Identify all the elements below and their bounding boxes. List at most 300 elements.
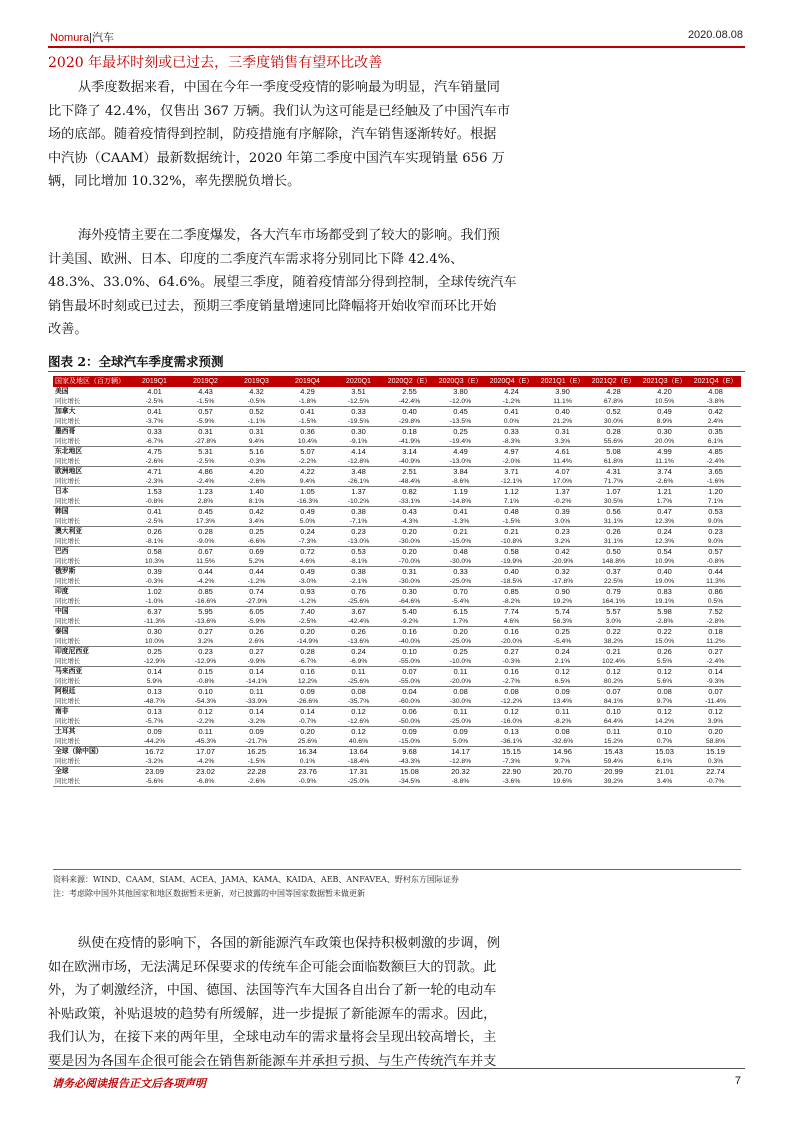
sales-value: 0.30 bbox=[351, 427, 366, 436]
sales-value: 0.85 bbox=[504, 587, 519, 596]
sales-value: 0.39 bbox=[147, 567, 162, 576]
sales-value: 16.72 bbox=[145, 747, 164, 756]
sales-value: 0.10 bbox=[606, 707, 621, 716]
table-row bbox=[53, 507, 741, 517]
yoy-value: 55.6% bbox=[588, 437, 639, 447]
sales-value: 4.61 bbox=[555, 447, 570, 456]
sales-value: 0.12 bbox=[351, 727, 366, 736]
sales-value: 0.28 bbox=[606, 427, 621, 436]
column-header-quarter: 2020Q3（E） bbox=[435, 376, 486, 387]
yoy-value: -3.2% bbox=[129, 757, 180, 767]
yoy-value: -44.2% bbox=[129, 737, 180, 747]
sales-value: 0.48 bbox=[504, 507, 519, 516]
sales-value: 4.01 bbox=[147, 387, 162, 396]
sales-value: 0.67 bbox=[198, 547, 213, 556]
table-row-yoy bbox=[53, 417, 741, 427]
yoy-value: 12.2% bbox=[282, 677, 333, 687]
sales-value: 0.10 bbox=[657, 727, 672, 736]
sales-value: 4.22 bbox=[300, 467, 315, 476]
column-header-quarter: 2020Q4（E） bbox=[486, 376, 537, 387]
sales-value: 23.02 bbox=[196, 767, 215, 776]
table-row-yoy bbox=[53, 717, 741, 727]
yoy-value: -25.0% bbox=[435, 637, 486, 647]
yoy-value: -60.0% bbox=[384, 697, 435, 707]
table-row bbox=[53, 567, 741, 577]
yoy-value: -33.1% bbox=[384, 497, 435, 507]
yoy-value: 9.0% bbox=[690, 517, 741, 527]
yoy-value: 11.3% bbox=[690, 577, 741, 587]
table-row bbox=[53, 527, 741, 537]
table-header-row bbox=[53, 376, 741, 387]
sales-value: 4.07 bbox=[555, 467, 570, 476]
sales-value: 4.85 bbox=[708, 447, 723, 456]
sales-value: 0.25 bbox=[555, 627, 570, 636]
yoy-value: -1.5% bbox=[180, 397, 231, 407]
table-row-yoy bbox=[53, 657, 741, 667]
figure-title: 图表 2：全球汽车季度需求预测 bbox=[48, 354, 224, 369]
yoy-value: 39.2% bbox=[588, 777, 639, 787]
sales-value: 1.02 bbox=[147, 587, 162, 596]
yoy-value: -0.7% bbox=[690, 777, 741, 787]
yoy-value: -25.6% bbox=[333, 597, 384, 607]
yoy-value: -6.8% bbox=[180, 777, 231, 787]
yoy-label: 同比增长 bbox=[53, 677, 129, 687]
region-name: 美国 bbox=[55, 387, 69, 395]
yoy-value: 59.4% bbox=[588, 757, 639, 767]
yoy-value: 3.3% bbox=[537, 437, 588, 447]
yoy-value: 31.1% bbox=[588, 537, 639, 547]
yoy-value: -8.3% bbox=[486, 437, 537, 447]
yoy-value: -30.0% bbox=[384, 577, 435, 587]
table-row-yoy bbox=[53, 617, 741, 627]
sales-value: 5.31 bbox=[198, 447, 213, 456]
yoy-value: -20.0% bbox=[486, 637, 537, 647]
sales-value: 16.34 bbox=[298, 747, 317, 756]
yoy-value: -1.5% bbox=[231, 757, 282, 767]
sales-value: 3.80 bbox=[453, 387, 468, 396]
table-row bbox=[53, 407, 741, 417]
paragraph-line: 从季度数据来看，中国在今年一季度受疫情的影响最为明显，汽车销量同 bbox=[78, 80, 500, 95]
sales-value: 0.14 bbox=[249, 667, 264, 676]
region-name: 澳大利亚 bbox=[55, 527, 83, 535]
sales-value: 5.57 bbox=[606, 607, 621, 616]
sales-value: 22.90 bbox=[502, 767, 521, 776]
table-row-yoy bbox=[53, 537, 741, 547]
yoy-value: -8.8% bbox=[435, 777, 486, 787]
table-row-yoy bbox=[53, 517, 741, 527]
sales-value: 0.09 bbox=[147, 727, 162, 736]
sales-value: 5.98 bbox=[657, 607, 672, 616]
region-name: 东北地区 bbox=[55, 447, 83, 455]
sales-value: 0.33 bbox=[504, 427, 519, 436]
sales-value: 15.03 bbox=[655, 747, 674, 756]
yoy-value: 5.6% bbox=[639, 677, 690, 687]
sales-value: 0.57 bbox=[198, 407, 213, 416]
footer-disclaimer: 请务必阅读报告正文后各项声明 bbox=[52, 1077, 206, 1090]
yoy-label: 同比增长 bbox=[53, 477, 129, 487]
sales-value: 0.25 bbox=[453, 427, 468, 436]
sales-value: 0.41 bbox=[453, 507, 468, 516]
sales-value: 0.06 bbox=[402, 707, 417, 716]
yoy-value: -6.6% bbox=[231, 537, 282, 547]
sales-value: 1.12 bbox=[504, 487, 519, 496]
yoy-value: -33.9% bbox=[231, 697, 282, 707]
sales-value: 0.14 bbox=[147, 667, 162, 676]
yoy-value: 20.0% bbox=[639, 437, 690, 447]
sales-value: 0.08 bbox=[453, 687, 468, 696]
paragraph-line: 计美国、欧洲、日本、印度的二季度汽车需求将分别同比下降 42.4%、 bbox=[48, 251, 464, 267]
sales-value: 0.49 bbox=[657, 407, 672, 416]
yoy-value: -2.7% bbox=[486, 677, 537, 687]
header-date: 2020.08.08 bbox=[687, 29, 743, 41]
sales-value: 22.28 bbox=[247, 767, 266, 776]
yoy-value: 19.6% bbox=[537, 777, 588, 787]
yoy-value: -8.6% bbox=[435, 477, 486, 487]
sales-value: 0.13 bbox=[504, 727, 519, 736]
yoy-value: 0.3% bbox=[690, 757, 741, 767]
yoy-value: -12.2% bbox=[486, 697, 537, 707]
sales-value: 0.15 bbox=[198, 667, 213, 676]
yoy-value: 19.2% bbox=[537, 597, 588, 607]
yoy-value: -7.3% bbox=[486, 757, 537, 767]
yoy-value: 9.4% bbox=[231, 437, 282, 447]
sales-value: 0.20 bbox=[402, 547, 417, 556]
sales-value: 0.31 bbox=[555, 427, 570, 436]
region-name: 泰国 bbox=[55, 627, 69, 635]
sales-value: 0.39 bbox=[555, 507, 570, 516]
table-footnote: 注：考虑除中国外其他国家和地区数据暂未更新，对已披露的中国等国家数据暂未做更新 bbox=[53, 889, 365, 898]
yoy-value: 25.6% bbox=[282, 737, 333, 747]
sales-value: 2.55 bbox=[402, 387, 417, 396]
sales-value: 0.47 bbox=[657, 507, 672, 516]
sales-value: 0.54 bbox=[657, 547, 672, 556]
region-name: 日本 bbox=[55, 487, 69, 495]
yoy-value: -19.5% bbox=[333, 417, 384, 427]
paragraph-line: 外，为了刺激经济，中国、德国、法国等汽车大国各自出台了新一轮的电动车 bbox=[48, 983, 497, 998]
yoy-value: -20.0% bbox=[435, 677, 486, 687]
yoy-value: -9.1% bbox=[333, 437, 384, 447]
sales-value: 4.32 bbox=[249, 387, 264, 396]
yoy-value: -26.1% bbox=[333, 477, 384, 487]
sales-value: 0.40 bbox=[555, 407, 570, 416]
sales-value: 0.12 bbox=[351, 707, 366, 716]
sales-value: 4.86 bbox=[198, 467, 213, 476]
yoy-value: -14.1% bbox=[231, 677, 282, 687]
paragraph-3 bbox=[48, 932, 745, 1073]
yoy-value: -0.9% bbox=[282, 777, 333, 787]
column-header-quarter: 2019Q2 bbox=[180, 376, 231, 387]
sales-value: 0.14 bbox=[708, 667, 723, 676]
yoy-value: 11.1% bbox=[639, 457, 690, 467]
yoy-value: 5.9% bbox=[129, 677, 180, 687]
yoy-value: -32.6% bbox=[537, 737, 588, 747]
yoy-value: 1.7% bbox=[639, 497, 690, 507]
yoy-label: 同比增长 bbox=[53, 657, 129, 667]
yoy-value: 71.7% bbox=[588, 477, 639, 487]
table-row-yoy bbox=[53, 457, 741, 467]
sales-value: 0.12 bbox=[657, 667, 672, 676]
sales-value: 15.43 bbox=[604, 747, 623, 756]
region-name: 全球（除中国） bbox=[55, 747, 103, 755]
yoy-value: -8.1% bbox=[333, 557, 384, 567]
sales-value: 0.52 bbox=[249, 407, 264, 416]
page-header bbox=[48, 29, 745, 47]
sales-value: 4.24 bbox=[504, 387, 519, 396]
column-header-quarter: 2020Q1 bbox=[333, 376, 384, 387]
column-header-quarter: 2019Q3 bbox=[231, 376, 282, 387]
sales-value: 0.11 bbox=[249, 687, 264, 696]
yoy-value: -4.3% bbox=[384, 517, 435, 527]
sales-value: 16.25 bbox=[247, 747, 266, 756]
sales-value: 0.07 bbox=[606, 687, 621, 696]
sales-value: 0.26 bbox=[657, 647, 672, 656]
paragraph-line: 改善。 bbox=[48, 322, 88, 337]
sales-value: 0.44 bbox=[198, 567, 213, 576]
yoy-value: -12.9% bbox=[129, 657, 180, 667]
sales-value: 4.20 bbox=[657, 387, 672, 396]
yoy-value: 6.1% bbox=[690, 437, 741, 447]
sales-value: 0.26 bbox=[351, 627, 366, 636]
yoy-value: -8.2% bbox=[486, 597, 537, 607]
sales-value: 0.13 bbox=[147, 687, 162, 696]
yoy-value: 5.2% bbox=[231, 557, 282, 567]
source-note: 资料来源：WIND、CAAM、SIAM、ACEA、JAMA、KAMA、KAIDA、AEB、ANFAVEA、野村东方国际证券 bbox=[53, 875, 459, 884]
region-name: 加拿大 bbox=[55, 407, 76, 415]
sales-value: 1.37 bbox=[555, 487, 570, 496]
sales-value: 0.22 bbox=[657, 627, 672, 636]
yoy-value: -48.4% bbox=[384, 477, 435, 487]
table-row bbox=[53, 687, 741, 697]
yoy-value: 64.4% bbox=[588, 717, 639, 727]
yoy-value: -40.0% bbox=[384, 637, 435, 647]
yoy-value: -50.0% bbox=[384, 717, 435, 727]
sales-value: 0.49 bbox=[300, 507, 315, 516]
table-row bbox=[53, 607, 741, 617]
table-row-yoy bbox=[53, 557, 741, 567]
sales-value: 0.23 bbox=[351, 527, 366, 536]
yoy-value: -21.7% bbox=[231, 737, 282, 747]
sales-value: 0.12 bbox=[198, 707, 213, 716]
paragraph-line: 比下降了 42.4%，仅售出 367 万辆。我们认为这可能是已经触及了中国汽车市 bbox=[48, 103, 511, 119]
sales-value: 0.12 bbox=[657, 707, 672, 716]
yoy-value: -6.9% bbox=[333, 657, 384, 667]
sales-value: 0.76 bbox=[351, 587, 366, 596]
sales-value: 15.08 bbox=[400, 767, 419, 776]
column-header-quarter: 2021Q4（E） bbox=[690, 376, 741, 387]
sales-value: 0.69 bbox=[249, 547, 264, 556]
yoy-value: 102.4% bbox=[588, 657, 639, 667]
yoy-value: 3.0% bbox=[537, 517, 588, 527]
yoy-value: 3.0% bbox=[588, 617, 639, 627]
paragraph-line: 海外疫情主要在二季度爆发，各大汽车市场都受到了较大的影响。我们预 bbox=[78, 228, 500, 243]
sales-value: 0.18 bbox=[708, 627, 723, 636]
sales-value: 20.99 bbox=[604, 767, 623, 776]
sales-value: 0.20 bbox=[453, 627, 468, 636]
yoy-value: -54.3% bbox=[180, 697, 231, 707]
paragraph-line: 中汽协（CAAM）最新数据统计，2020 年第二季度中国汽车实现销量 656 万 bbox=[48, 150, 505, 166]
yoy-value: -1.3% bbox=[435, 517, 486, 527]
yoy-value: -29.8% bbox=[384, 417, 435, 427]
sales-value: 0.23 bbox=[198, 647, 213, 656]
paragraph-line: 48.3%、33.0%、64.6%。展望三季度，随着疫情部分得到控制，全球传统汽车 bbox=[48, 275, 517, 290]
yoy-value: -1.2% bbox=[486, 397, 537, 407]
sales-value: 0.12 bbox=[555, 667, 570, 676]
sales-value: 0.16 bbox=[300, 667, 315, 676]
sales-value: 0.22 bbox=[606, 627, 621, 636]
sales-value: 0.07 bbox=[708, 687, 723, 696]
region-name: 俄罗斯 bbox=[55, 567, 76, 575]
sales-value: 0.41 bbox=[300, 407, 315, 416]
sales-value: 7.74 bbox=[504, 607, 519, 616]
sales-value: 0.36 bbox=[300, 427, 315, 436]
yoy-label: 同比增长 bbox=[53, 417, 129, 427]
yoy-value: -41.9% bbox=[384, 437, 435, 447]
sales-value: 0.79 bbox=[606, 587, 621, 596]
yoy-value: 8.9% bbox=[639, 417, 690, 427]
sales-value: 0.38 bbox=[351, 507, 366, 516]
yoy-value: 9.7% bbox=[537, 757, 588, 767]
demand-forecast-table bbox=[53, 376, 741, 787]
yoy-value: -26.6% bbox=[282, 697, 333, 707]
sales-value: 0.09 bbox=[453, 727, 468, 736]
sales-value: 0.11 bbox=[351, 667, 366, 676]
yoy-value: -19.4% bbox=[435, 437, 486, 447]
yoy-value: -19.9% bbox=[486, 557, 537, 567]
yoy-value: -14.8% bbox=[435, 497, 486, 507]
yoy-label: 同比增长 bbox=[53, 757, 129, 767]
sales-value: 1.05 bbox=[300, 487, 315, 496]
sales-value: 5.74 bbox=[555, 607, 570, 616]
table-row bbox=[53, 727, 741, 737]
yoy-value: -30.0% bbox=[435, 557, 486, 567]
yoy-value: -42.4% bbox=[333, 617, 384, 627]
region-name: 马来西亚 bbox=[55, 667, 83, 675]
sales-value: 0.82 bbox=[402, 487, 417, 496]
yoy-value: 12.3% bbox=[639, 517, 690, 527]
yoy-value: -13.0% bbox=[435, 457, 486, 467]
yoy-label: 同比增长 bbox=[53, 717, 129, 727]
sales-value: 3.51 bbox=[351, 387, 366, 396]
table-row-yoy bbox=[53, 677, 741, 687]
yoy-value: -25.0% bbox=[435, 717, 486, 727]
sales-value: 0.53 bbox=[351, 547, 366, 556]
yoy-value: -10.2% bbox=[333, 497, 384, 507]
yoy-value: -12.9% bbox=[180, 657, 231, 667]
yoy-value: 9.4% bbox=[282, 477, 333, 487]
sales-value: 0.93 bbox=[300, 587, 315, 596]
sales-value: 0.31 bbox=[198, 427, 213, 436]
yoy-value: 1.7% bbox=[435, 617, 486, 627]
sales-value: 0.20 bbox=[300, 627, 315, 636]
paragraph-2 bbox=[48, 224, 745, 342]
table-row bbox=[53, 427, 741, 437]
yoy-label: 同比增长 bbox=[53, 737, 129, 747]
region-name: 全球 bbox=[55, 767, 69, 775]
yoy-value: -15.0% bbox=[435, 537, 486, 547]
yoy-value: 13.4% bbox=[537, 697, 588, 707]
yoy-value: -2.6% bbox=[639, 477, 690, 487]
sales-value: 3.48 bbox=[351, 467, 366, 476]
sales-value: 0.40 bbox=[402, 407, 417, 416]
sales-value: 0.44 bbox=[708, 567, 723, 576]
sales-value: 0.18 bbox=[402, 427, 417, 436]
yoy-label: 同比增长 bbox=[53, 637, 129, 647]
yoy-value: 3.2% bbox=[537, 537, 588, 547]
yoy-label: 同比增长 bbox=[53, 457, 129, 467]
sales-value: 4.31 bbox=[606, 467, 621, 476]
yoy-value: 22.5% bbox=[588, 577, 639, 587]
sales-value: 4.99 bbox=[657, 447, 672, 456]
yoy-value: -2.4% bbox=[690, 657, 741, 667]
sales-value: 9.68 bbox=[402, 747, 417, 756]
sales-value: 1.19 bbox=[453, 487, 468, 496]
yoy-value: -1.5% bbox=[282, 417, 333, 427]
yoy-value: 2.1% bbox=[537, 657, 588, 667]
yoy-value: -0.5% bbox=[231, 397, 282, 407]
table-row bbox=[53, 547, 741, 557]
yoy-value: 5.5% bbox=[639, 657, 690, 667]
sales-value: 20.70 bbox=[553, 767, 572, 776]
yoy-value: -2.6% bbox=[231, 477, 282, 487]
sales-value: 0.08 bbox=[555, 727, 570, 736]
sales-value: 0.50 bbox=[606, 547, 621, 556]
yoy-value: 10.5% bbox=[639, 397, 690, 407]
sales-value: 5.95 bbox=[198, 607, 213, 616]
yoy-value: -27.9% bbox=[231, 597, 282, 607]
yoy-value: 4.6% bbox=[282, 557, 333, 567]
yoy-value: 19.1% bbox=[639, 597, 690, 607]
yoy-value: -18.5% bbox=[486, 577, 537, 587]
region-name: 韩国 bbox=[55, 507, 69, 515]
yoy-value: -13.6% bbox=[180, 617, 231, 627]
yoy-value: 4.6% bbox=[486, 617, 537, 627]
sales-value: 0.24 bbox=[657, 527, 672, 536]
region-name: 中国 bbox=[55, 607, 69, 615]
yoy-value: -9.9% bbox=[231, 657, 282, 667]
sales-value: 0.32 bbox=[555, 567, 570, 576]
sales-value: 0.24 bbox=[351, 647, 366, 656]
yoy-value: 0.0% bbox=[486, 417, 537, 427]
yoy-value: -48.7% bbox=[129, 697, 180, 707]
region-name: 阿根廷 bbox=[55, 687, 76, 695]
sales-value: 0.10 bbox=[402, 647, 417, 656]
sales-value: 3.90 bbox=[555, 387, 570, 396]
table-row-yoy bbox=[53, 397, 741, 407]
sales-value: 3.71 bbox=[504, 467, 519, 476]
yoy-value: -16.3% bbox=[282, 497, 333, 507]
sales-value: 0.30 bbox=[657, 427, 672, 436]
yoy-value: -25.0% bbox=[333, 777, 384, 787]
table-row bbox=[53, 487, 741, 497]
yoy-value: 19.0% bbox=[639, 577, 690, 587]
yoy-value: -9.0% bbox=[180, 537, 231, 547]
sales-value: 2.51 bbox=[402, 467, 417, 476]
sales-value: 22.74 bbox=[706, 767, 725, 776]
sales-value: 4.20 bbox=[249, 467, 264, 476]
sales-value: 0.08 bbox=[657, 687, 672, 696]
yoy-value: -16.6% bbox=[180, 597, 231, 607]
yoy-value: -2.5% bbox=[282, 617, 333, 627]
sales-value: 0.23 bbox=[555, 527, 570, 536]
sales-value: 0.11 bbox=[606, 727, 621, 736]
table-row bbox=[53, 767, 741, 777]
yoy-value: 30.0% bbox=[588, 417, 639, 427]
yoy-label: 同比增长 bbox=[53, 437, 129, 447]
sales-value: 6.05 bbox=[249, 607, 264, 616]
sales-value: 0.33 bbox=[147, 427, 162, 436]
sales-value: 4.08 bbox=[708, 387, 723, 396]
yoy-value: 11.2% bbox=[690, 637, 741, 647]
